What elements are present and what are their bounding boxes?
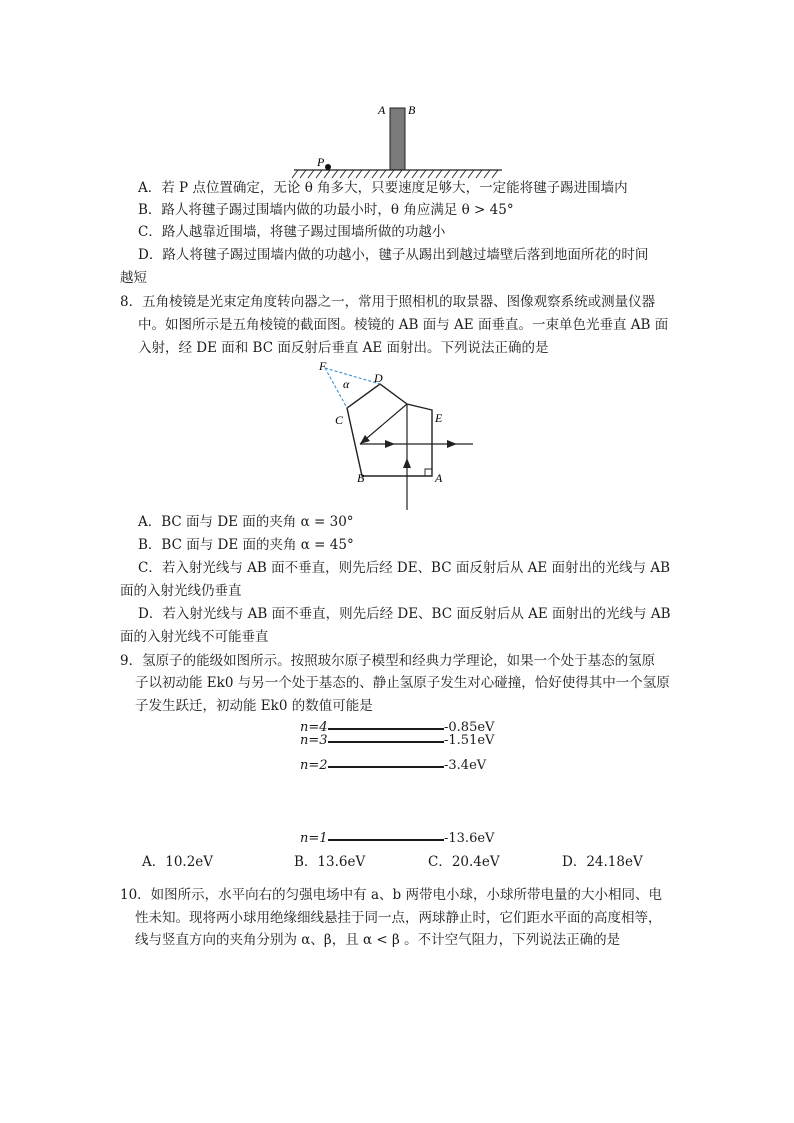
q9-option-c: C．20.4eV [428,854,500,870]
q9-stem-line-1: 9．氢原子的能级如图所示。按照玻尔原子模型和经典力学理论，如果一个处于基态的氢原 [120,653,656,669]
label-c: C [335,413,344,427]
q7-option-d: D．路人将毽子踢过围墙内做的功越小，毽子从踢出到越过墙壁后落到地面所花的时间 [138,247,649,263]
q8-option-d-cont: 面的入射光线不可能垂直 [120,629,269,645]
label-a: A [378,103,386,117]
label-p: P [317,155,325,169]
ground-hatching [292,170,498,178]
level-label-n4: n=4 [300,720,328,735]
q8-stem-line-1: 8．五角棱镜是光束定角度转向器之一，常用于照相机的取景器、图像观察系统或测量仪器 [120,294,656,310]
level-energy-n4: -0.85eV [444,720,495,735]
prism-outline [347,384,432,476]
level-energy-n3: -1.51eV [444,733,495,748]
level-line-n4 [328,728,444,730]
label-f: F [319,359,327,373]
q8-stem-line-3: 入射，经 DE 面和 BC 面反射后垂直 AE 面射出。下列说法正确的是 [138,340,549,356]
q7-option-a: A．若 P 点位置确定，无论 θ 角多大，只要速度足够大，一定能将毽子踢进围墙内 [138,180,628,196]
q8-option-c: C．若入射光线与 AB 面不垂直，则先后经 DE、BC 面反射后从 AE 面射出的光线与 AB [138,560,670,576]
label-b: B [357,471,365,485]
q7-option-b: B．路人将毽子踢过围墙内做的功最小时，θ 角应满足 θ > 45° [138,202,514,218]
incident-arrow [403,458,411,468]
wall [390,108,405,170]
q8-option-d: D．若入射光线与 AB 面不垂直，则先后经 DE、BC 面反射后从 AE 面射出的光线与 AB [138,606,671,622]
q8-option-c-cont: 面的入射光线仍垂直 [120,583,242,599]
label-d: D [374,371,383,385]
right-angle-mark [425,469,432,476]
q9-option-b: B．13.6eV [294,854,366,870]
level-label-n1: n=1 [300,831,328,846]
q8-pentaprism-figure [315,358,485,516]
point-p [325,164,331,170]
level-line-n3 [328,741,444,743]
q7-wall-figure [290,100,510,184]
q9-stem-line-3: 子发生跃迁，初动能 Ek0 的数值可能是 [135,698,373,714]
exit-arrow-outer [447,440,457,448]
level-line-n1 [328,839,444,841]
level-label-n2: n=2 [300,758,328,773]
label-e: E [435,411,443,425]
q10-stem-line-3: 线与竖直方向的夹角分别为 α、β，且 α < β 。不计空气阻力，下列说法正确的是 [135,932,621,948]
q8-option-a: A．BC 面与 DE 面的夹角 α = 30° [138,514,354,530]
label-alpha: α [343,377,350,391]
q8-stem-line-2: 中。如图所示是五角棱镜的截面图。棱镜的 AB 面与 AE 面垂直。一束单色光垂直 AB 面 [138,317,669,333]
q9-option-d: D．24.18eV [562,854,643,870]
extension-fd [325,368,380,384]
level-energy-n1: -13.6eV [444,831,495,846]
level-energy-n2: -3.4eV [444,758,487,773]
exit-arrow-inner [385,440,395,448]
label-b: B [408,103,416,117]
label-a: A [435,471,443,485]
level-label-n3: n=3 [300,733,328,748]
q9-option-a: A．10.2eV [142,854,214,870]
q7-option-d-cont: 越短 [120,270,147,286]
q9-stem-line-2: 子以初动能 Ek0 与另一个处于基态的、静止氢原子发生对心碰撞，恰好使得其中一个氢原 [135,675,670,691]
q8-option-b: B．BC 面与 DE 面的夹角 α = 45° [138,537,354,553]
q10-stem-line-1: 10．如图所示，水平向右的匀强电场中有 a、b 两带电小球，小球所带电量的大小相同、电 [120,887,662,903]
q7-option-c: C．路人越靠近围墙，将毽子踢过围墙所做的功越小 [138,224,446,240]
level-line-n2 [328,766,444,768]
q10-stem-line-2: 性未知。现将两小球用绝缘细线悬挂于同一点，两球静止时，它们距水平面的高度相等， [135,910,662,926]
